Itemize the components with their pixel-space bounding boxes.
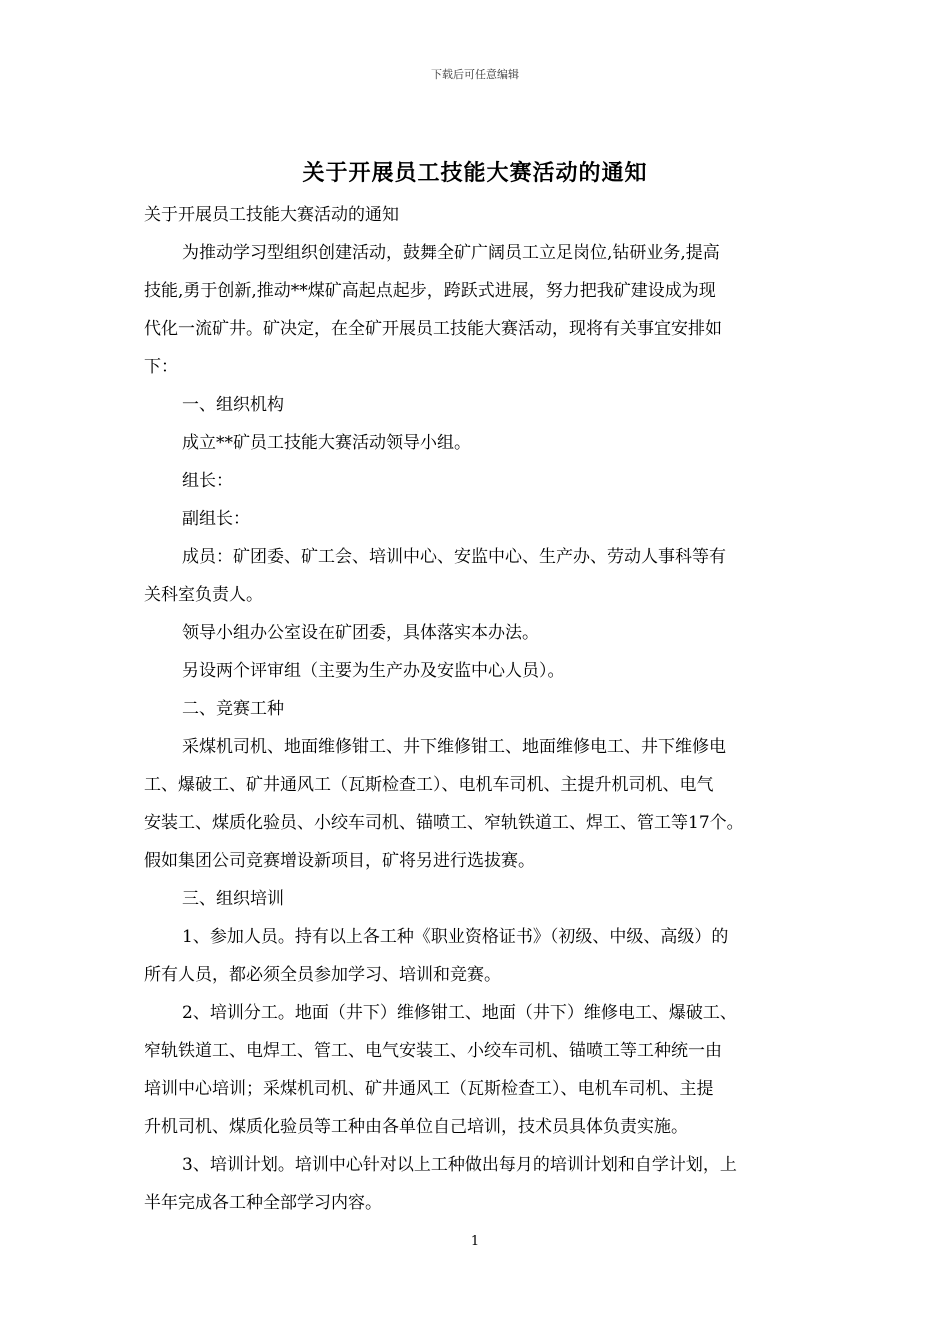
paragraph-line: 采煤机司机、地面维修钳工、井下维修钳工、地面维修电工、井下维修电 — [182, 737, 726, 757]
paragraph-line: 关科室负责人。 — [144, 585, 263, 605]
paragraph-line: 成员：矿团委、矿工会、培训中心、安监中心、生产办、劳动人事科等有 — [182, 547, 726, 567]
paragraph-line: 副组长： — [182, 509, 250, 529]
paragraph-line: 培训中心培训；采煤机司机、矿井通风工（瓦斯检查工）、电机车司机、主提 — [144, 1079, 714, 1099]
document-title: 关于开展员工技能大赛活动的通知 — [302, 160, 648, 186]
paragraph-line: 成立**矿员工技能大赛活动领导小组。 — [182, 433, 471, 453]
page-number: 1 — [470, 1234, 480, 1249]
paragraph-line: 假如集团公司竞赛增设新项目，矿将另进行选拔赛。 — [144, 851, 535, 871]
header-note: 下载后可任意编辑 — [431, 68, 519, 81]
paragraph-line: 半年完成各工种全部学习内容。 — [144, 1193, 382, 1213]
paragraph-line: 下： — [144, 357, 178, 377]
paragraph-line: 组长： — [182, 471, 233, 491]
paragraph-line: 三、组织培训 — [182, 889, 284, 909]
paragraph-list — [144, 234, 824, 1222]
paragraph-line: 另设两个评审组（主要为生产办及安监中心人员）。 — [182, 661, 565, 681]
paragraph-line: 所有人员，都必须全员参加学习、培训和竞赛。 — [144, 965, 501, 985]
paragraph-line: 3、培训计划。培训中心针对以上工种做出每月的培训计划和自学计划，上 — [182, 1155, 737, 1175]
paragraph-line: 工、爆破工、矿井通风工（瓦斯检查工）、电机车司机、主提升机司机、电气 — [144, 775, 714, 795]
paragraph-line: 二、竞赛工种 — [182, 699, 284, 719]
paragraph-line: 窄轨铁道工、电焊工、管工、电气安装工、小绞车司机、锚喷工等工种统一由 — [144, 1041, 722, 1061]
paragraph-line: 代化一流矿井。矿决定，在全矿开展员工技能大赛活动，现将有关事宜安排如 — [144, 319, 722, 339]
paragraph-line: 1、参加人员。持有以上各工种《职业资格证书》（初级、中级、高级）的 — [182, 927, 729, 947]
paragraph-line: 一、组织机构 — [182, 395, 284, 415]
paragraph-line: 升机司机、煤质化验员等工种由各单位自己培训，技术员具体负责实施。 — [144, 1117, 688, 1137]
document-body — [144, 196, 824, 1222]
paragraph-line: 2、培训分工。地面（井下）维修钳工、地面（井下）维修电工、爆破工、 — [182, 1003, 737, 1023]
paragraph-line: 安装工、煤质化验员、小绞车司机、锚喷工、窄轨铁道工、焊工、管工等17个。 — [144, 813, 744, 833]
paragraph-line: 技能,勇于创新,推动**煤矿高起点起步，跨跃式进展，努力把我矿建设成为现 — [144, 281, 716, 301]
paragraph-line: 为推动学习型组织创建活动，鼓舞全矿广阔员工立足岗位,钻研业务,提高 — [182, 243, 720, 263]
subtitle: 关于开展员工技能大赛活动的通知 — [144, 205, 399, 225]
paragraph-line: 领导小组办公室设在矿团委，具体落实本办法。 — [182, 623, 539, 643]
